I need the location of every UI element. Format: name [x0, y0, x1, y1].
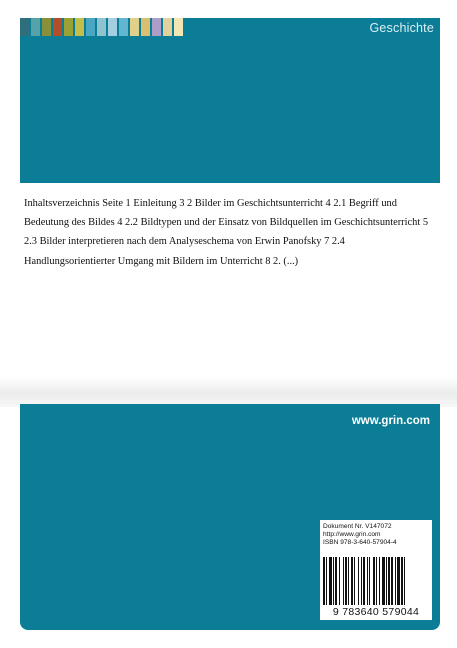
barcode-bar: [323, 557, 325, 605]
color-stripe: [86, 18, 95, 36]
book-description: Inhaltsverzeichnis Seite 1 Einleitung 3 2 Bilder im Geschichtsunterricht 4 2.1 Begriff und Bedeutung des Bildes 4 2.2 Bildtypen und der Einsatz von Bildquellen im Geschichtsunterricht 5 2.3 Bilder interpretieren nach dem Analyseschema von Erwin Panofsky 7 2.4 Handlungsorientierter Umgang mit Bildern im Unterricht 8 2. (...): [24, 198, 429, 267]
color-stripe: [53, 18, 62, 36]
barcode-bar: [367, 557, 368, 605]
barcode-bar: [391, 557, 393, 605]
barcode-bar: [335, 557, 337, 605]
document-meta: [323, 523, 397, 547]
barcode-bar: [388, 557, 390, 605]
barcode-bar: [379, 557, 380, 605]
back-cover-panel: [20, 404, 440, 630]
barcode-bar: [363, 557, 365, 605]
barcode-bar: [345, 557, 347, 605]
isbn-line: ISBN 978-3-640-57904-4: [323, 539, 397, 546]
color-stripe: [108, 18, 117, 36]
publisher-url: http://www.grin.com: [323, 531, 381, 538]
barcode-bar: [404, 557, 405, 605]
category-label: Geschichte: [369, 21, 434, 35]
barcode-bar: [369, 557, 370, 605]
cover-panel: [20, 18, 440, 183]
barcode-bar: [358, 557, 359, 605]
barcode-bar: [333, 557, 334, 605]
color-stripe: [141, 18, 150, 36]
color-stripe: [97, 18, 106, 36]
barcode-digits: 9 783640 579044: [332, 606, 420, 618]
color-stripe: [64, 18, 73, 36]
color-stripe: [119, 18, 128, 36]
barcode-bar: [354, 557, 355, 605]
barcode-bar: [326, 557, 327, 605]
color-stripe: [130, 18, 139, 36]
barcode-bar: [351, 557, 353, 605]
color-stripe: [31, 18, 40, 36]
barcode-bar: [382, 557, 385, 605]
color-stripe: [152, 18, 161, 36]
barcode-box: [320, 520, 432, 620]
barcode-bar: [339, 557, 340, 605]
barcode-bar: [397, 557, 400, 605]
barcode-bar: [343, 557, 344, 605]
barcode-bar: [401, 557, 403, 605]
color-stripe: [20, 18, 29, 36]
color-stripe-strip: [20, 18, 185, 36]
barcode-bar: [348, 557, 349, 605]
color-stripe: [75, 18, 84, 36]
color-stripe: [174, 18, 183, 36]
barcode-image: [323, 557, 429, 605]
barcode-bar: [329, 557, 332, 605]
barcode-bar: [376, 557, 377, 605]
color-stripe: [163, 18, 172, 36]
barcode-bar: [373, 557, 375, 605]
color-stripe: [42, 18, 51, 36]
barcode-bar: [361, 557, 362, 605]
document-number: Dokument Nr. V147072: [323, 523, 392, 530]
page-divider: [0, 377, 457, 407]
barcode-bar: [386, 557, 387, 605]
publisher-site: www.grin.com: [351, 415, 430, 427]
barcode-bar: [395, 557, 396, 605]
